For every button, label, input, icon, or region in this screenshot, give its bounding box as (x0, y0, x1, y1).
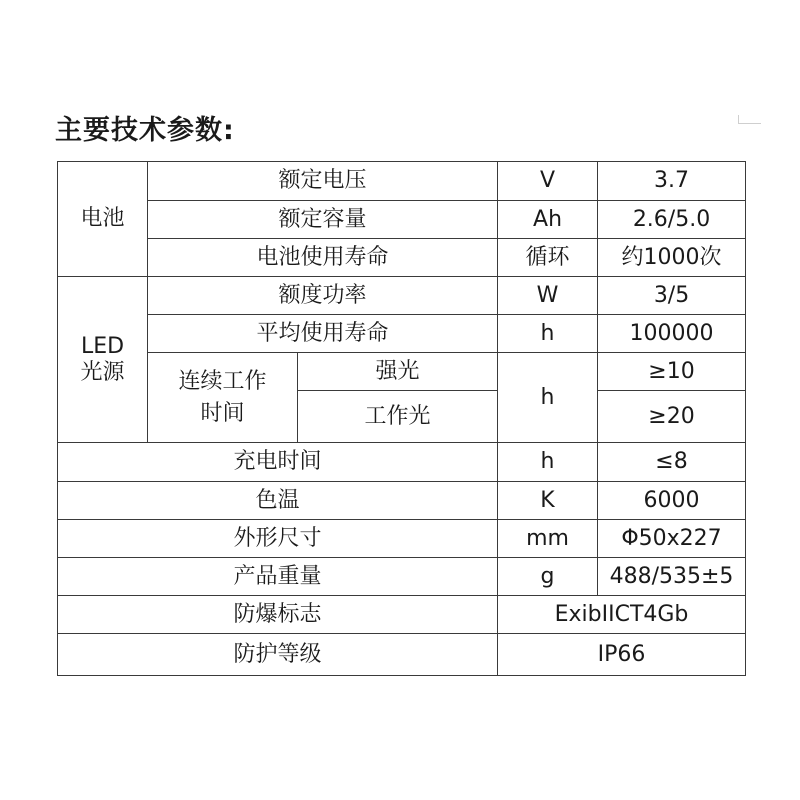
param-name: 外形尺寸 (58, 520, 498, 558)
page-title: 主要技术参数: (55, 115, 235, 146)
param-unit: W (498, 277, 598, 315)
table-row (58, 162, 746, 201)
param-name: 额度功率 (148, 277, 498, 315)
param-value: Φ50x227 (598, 520, 746, 558)
param-value: 2.6/5.0 (598, 201, 746, 239)
table-row (58, 596, 746, 634)
param-unit: mm (498, 520, 598, 558)
continuous-label-line1: 连续工作 (178, 369, 267, 395)
param-unit: Ah (498, 201, 598, 239)
param-name: 充电时间 (58, 443, 498, 482)
table-row (58, 482, 746, 520)
param-value: 3/5 (598, 277, 746, 315)
continuous-label-line2: 时间 (200, 400, 245, 426)
param-name: 防爆标志 (58, 596, 498, 634)
table-row (58, 634, 746, 676)
param-unit: V (498, 162, 598, 201)
mode-name: 强光 (298, 353, 498, 391)
param-value: 约1000次 (598, 239, 746, 277)
corner-mark (738, 115, 761, 124)
param-unit: h (498, 443, 598, 482)
param-name: 额定容量 (148, 201, 498, 239)
param-unit: h (498, 353, 598, 443)
param-value: IP66 (498, 634, 746, 676)
param-value: 3.7 (598, 162, 746, 201)
param-name: 产品重量 (58, 558, 498, 596)
param-value: ≤8 (598, 443, 746, 482)
table-row (58, 558, 746, 596)
table-row (58, 277, 746, 315)
continuous-label (148, 353, 298, 443)
battery-group-label: 电池 (58, 162, 148, 277)
led-group-label (58, 277, 148, 443)
mode-name: 工作光 (298, 391, 498, 443)
param-value: 488/535±5 (598, 558, 746, 596)
led-group-line2: 光源 (80, 359, 125, 385)
table-row (58, 201, 746, 239)
param-unit: g (498, 558, 598, 596)
table-row (58, 353, 746, 391)
param-name: 色温 (58, 482, 498, 520)
table-row (58, 443, 746, 482)
param-value: ExibIICT4Gb (498, 596, 746, 634)
param-value: ≥10 (598, 353, 746, 391)
spec-table (57, 161, 746, 676)
param-value: 6000 (598, 482, 746, 520)
param-unit: h (498, 315, 598, 353)
param-name: 额定电压 (148, 162, 498, 201)
table-row (58, 520, 746, 558)
led-group-line1: LED (80, 334, 125, 360)
table-row (58, 315, 746, 353)
param-name: 防护等级 (58, 634, 498, 676)
param-name: 电池使用寿命 (148, 239, 498, 277)
table-row (58, 239, 746, 277)
param-value: 100000 (598, 315, 746, 353)
param-unit: K (498, 482, 598, 520)
param-unit: 循环 (498, 239, 598, 277)
param-name: 平均使用寿命 (148, 315, 498, 353)
param-value: ≥20 (598, 391, 746, 443)
